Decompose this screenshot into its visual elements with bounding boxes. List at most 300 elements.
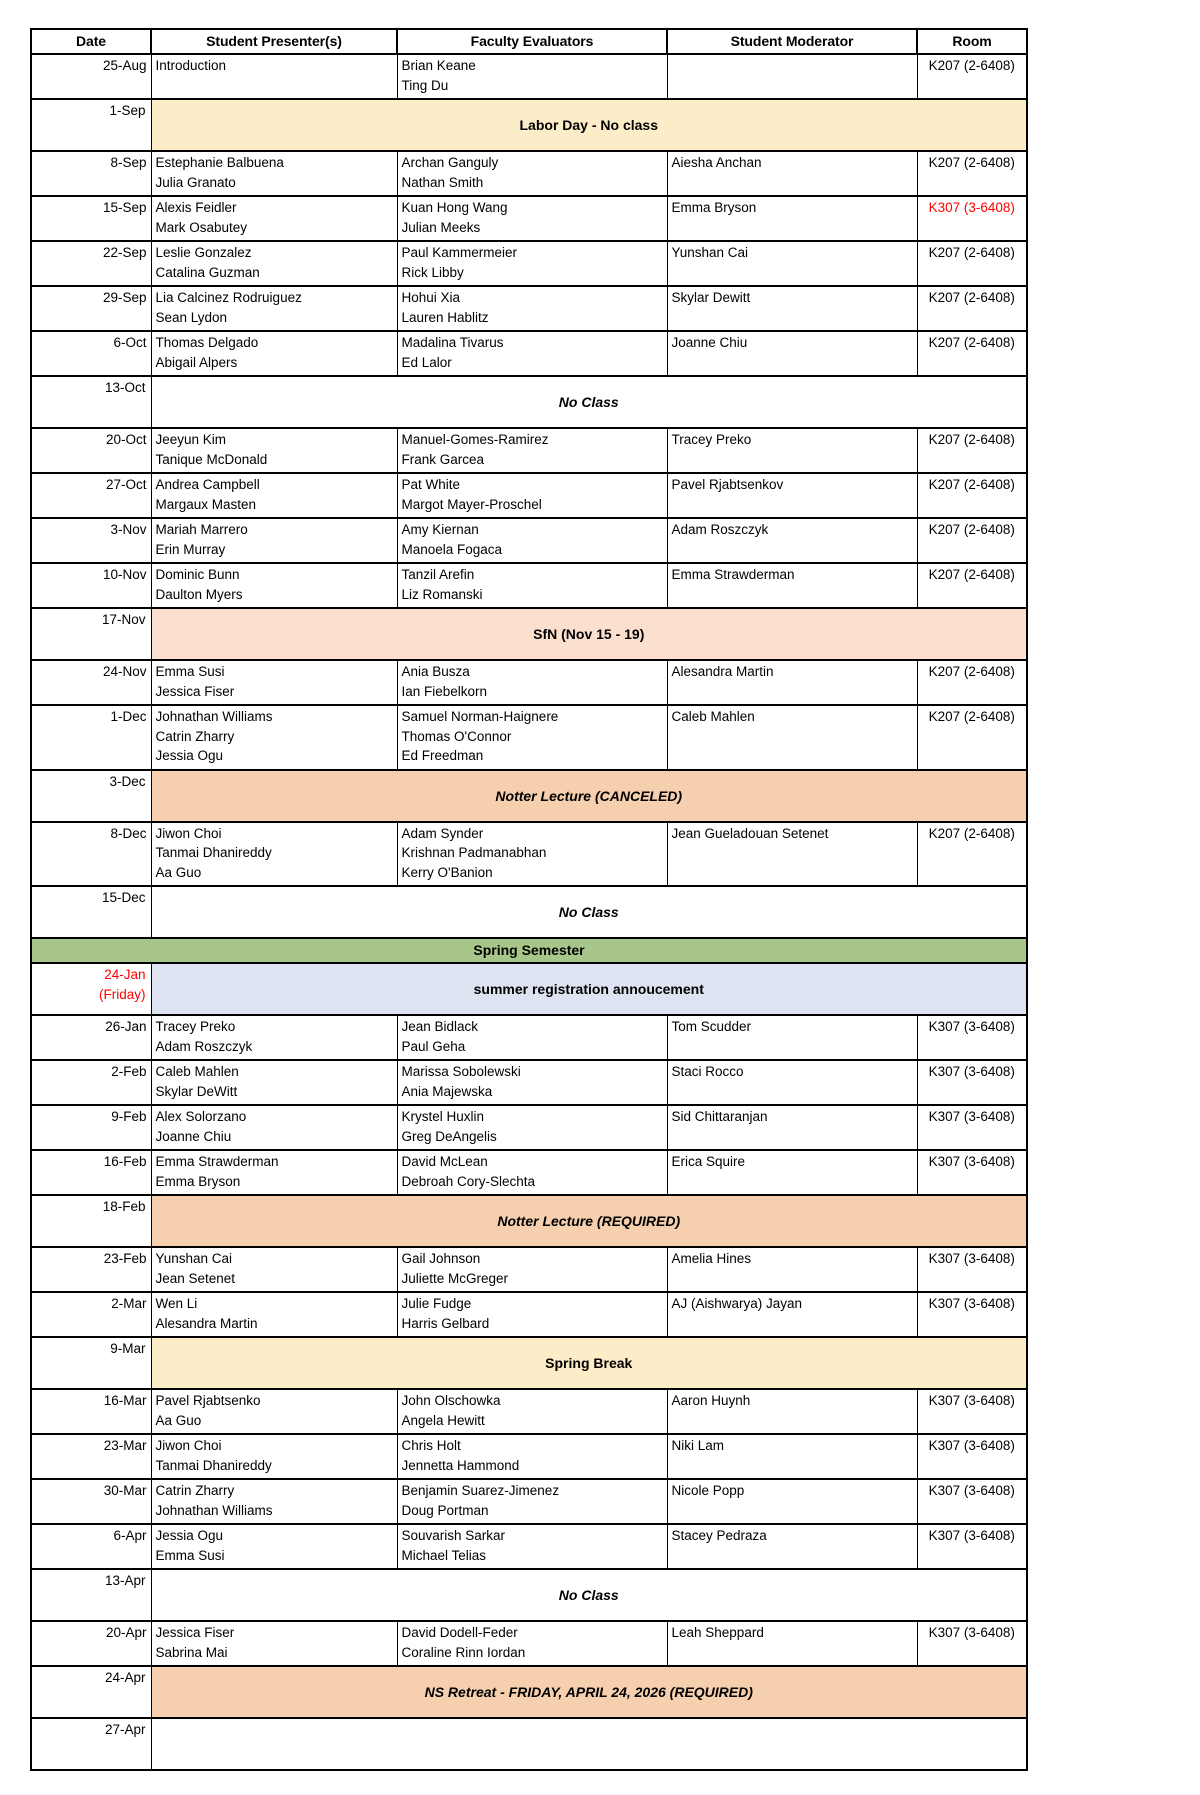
- faculty-name: Manoela Fogaca: [401, 541, 503, 557]
- moderator-name: Yunshan Cai: [671, 245, 749, 260]
- faculty-cell: [397, 1389, 667, 1434]
- faculty-cell: [397, 196, 667, 241]
- faculty-name: Jennetta Hammond: [401, 1457, 520, 1473]
- faculty-name: Coraline Rinn Iordan: [401, 1644, 526, 1660]
- room-value: K207 (2-6408): [928, 290, 1015, 305]
- table-row: [31, 1150, 1027, 1195]
- presenter-name: Catalina Guzman: [155, 264, 260, 280]
- date-cell: [31, 770, 151, 822]
- presenters-cell: [151, 286, 397, 331]
- faculty-name: Tanzil Arefin: [401, 567, 475, 582]
- faculty-name: Michael Telias: [401, 1547, 487, 1563]
- faculty-cell: [397, 660, 667, 705]
- date-line: 2-Mar: [111, 1296, 147, 1311]
- room-value: K207 (2-6408): [928, 709, 1015, 724]
- date-line: 15-Dec: [101, 890, 146, 905]
- date-line: 23-Feb: [103, 1251, 147, 1266]
- special-event-label: No Class: [151, 376, 1027, 428]
- date-cell: [31, 331, 151, 376]
- special-event-label: NS Retreat - FRIDAY, APRIL 24, 2026 (REQUIRED): [151, 1666, 1027, 1718]
- date-line: 17-Nov: [101, 612, 146, 627]
- faculty-cell: [397, 286, 667, 331]
- moderator-cell: [667, 705, 917, 770]
- table-row: [31, 1479, 1027, 1524]
- faculty-name: Julian Meeks: [401, 219, 481, 235]
- presenter-name: Wen Li: [155, 1296, 198, 1311]
- table-row: [31, 660, 1027, 705]
- moderator-name: Erica Squire: [671, 1154, 746, 1169]
- room-cell: [917, 1479, 1027, 1524]
- presenter-name: Caleb Mahlen: [155, 1064, 239, 1079]
- moderator-cell: [667, 1247, 917, 1292]
- faculty-name: Brian Keane: [401, 58, 476, 73]
- room-cell: [917, 1150, 1027, 1195]
- special-event-row: [31, 1718, 1027, 1770]
- date-line: 20-Apr: [105, 1625, 147, 1640]
- table-row: [31, 1389, 1027, 1434]
- moderator-cell: [667, 331, 917, 376]
- presenters-cell: [151, 331, 397, 376]
- date-line: 29-Sep: [102, 290, 147, 305]
- moderator-cell: [667, 563, 917, 608]
- faculty-name: Ed Freedman: [401, 748, 484, 763]
- date-cell: [31, 196, 151, 241]
- special-event-label: [151, 1718, 1027, 1770]
- date-cell: [31, 1015, 151, 1060]
- presenter-name: Johnathan Williams: [155, 709, 273, 724]
- room-value: K307 (3-6408): [928, 1154, 1015, 1169]
- faculty-name: Ed Lalor: [401, 354, 452, 370]
- room-value: K207 (2-6408): [928, 664, 1015, 679]
- faculty-name: Kerry O'Banion: [401, 864, 493, 880]
- presenter-name: Joanne Chiu: [155, 1128, 232, 1144]
- date-cell: [31, 822, 151, 887]
- room-value: K207 (2-6408): [928, 567, 1015, 582]
- room-cell: [917, 473, 1027, 518]
- moderator-cell: [667, 241, 917, 286]
- column-header-student-moderator: Student Moderator: [667, 29, 917, 54]
- table-row: [31, 196, 1027, 241]
- faculty-name: David Dodell-Feder: [401, 1625, 518, 1640]
- room-value: K307 (3-6408): [928, 1438, 1015, 1453]
- date-cell: [31, 1434, 151, 1479]
- room-value: K307 (3-6408): [928, 1109, 1015, 1124]
- faculty-cell: [397, 473, 667, 518]
- faculty-name: Angela Hewitt: [401, 1412, 485, 1428]
- table-row: [31, 428, 1027, 473]
- table-row: [31, 241, 1027, 286]
- date-line: 6-Oct: [113, 335, 147, 350]
- presenters-cell: [151, 473, 397, 518]
- table-row: [31, 822, 1027, 887]
- room-cell: [917, 1105, 1027, 1150]
- presenter-name: Thomas Delgado: [155, 335, 259, 350]
- presenters-cell: [151, 518, 397, 563]
- faculty-cell: [397, 705, 667, 770]
- presenter-name: Mariah Marrero: [155, 522, 248, 537]
- date-cell: [31, 1524, 151, 1569]
- faculty-cell: [397, 1015, 667, 1060]
- table-row: [31, 286, 1027, 331]
- faculty-cell: [397, 518, 667, 563]
- faculty-name: Marissa Sobolewski: [401, 1064, 521, 1079]
- room-cell: [917, 1434, 1027, 1479]
- moderator-cell: [667, 1434, 917, 1479]
- moderator-cell: [667, 1479, 917, 1524]
- presenters-cell: [151, 1434, 397, 1479]
- date-line: 9-Feb: [111, 1109, 147, 1124]
- date-line: 26-Jan: [105, 1019, 147, 1034]
- faculty-name: Jean Bidlack: [401, 1019, 479, 1034]
- date-cell: [31, 376, 151, 428]
- presenter-name: Jeeyun Kim: [155, 432, 227, 447]
- special-event-label: Spring Break: [151, 1337, 1027, 1389]
- presenter-name: Catrin Zharry: [155, 1483, 235, 1498]
- moderator-cell: [667, 196, 917, 241]
- table-row: [31, 151, 1027, 196]
- presenter-name: Julia Granato: [155, 174, 236, 190]
- moderator-cell: [667, 1015, 917, 1060]
- faculty-name: Kuan Hong Wang: [401, 200, 508, 215]
- room-cell: [917, 1015, 1027, 1060]
- moderator-cell: [667, 1621, 917, 1666]
- presenter-name: Tanique McDonald: [155, 451, 268, 467]
- table-row: [31, 473, 1027, 518]
- faculty-name: Madalina Tivarus: [401, 335, 504, 350]
- presenters-cell: [151, 1247, 397, 1292]
- faculty-name: Liz Romanski: [401, 586, 483, 602]
- moderator-name: Staci Rocco: [671, 1064, 744, 1079]
- date-line: 22-Sep: [102, 245, 147, 260]
- presenters-cell: [151, 1389, 397, 1434]
- date-cell: [31, 473, 151, 518]
- date-line: 25-Aug: [102, 58, 147, 73]
- faculty-name: Ian Fiebelkorn: [401, 683, 488, 699]
- room-value: K207 (2-6408): [928, 522, 1015, 537]
- moderator-cell: [667, 428, 917, 473]
- date-line: 20-Oct: [105, 432, 147, 447]
- special-event-label: No Class: [151, 1569, 1027, 1621]
- room-cell: [917, 518, 1027, 563]
- presenter-name: Emma Susi: [155, 664, 225, 679]
- faculty-name: Lauren Hablitz: [401, 309, 489, 325]
- moderator-cell: [667, 286, 917, 331]
- table-row: [31, 1292, 1027, 1337]
- date-cell: [31, 1247, 151, 1292]
- presenter-name: Johnathan Williams: [155, 1502, 273, 1518]
- date-line: 9-Mar: [110, 1341, 146, 1356]
- special-event-label: SfN (Nov 15 - 19): [151, 608, 1027, 660]
- presenter-name: Tanmai Dhanireddy: [155, 1457, 272, 1473]
- moderator-name: AJ (Aishwarya) Jayan: [671, 1296, 803, 1311]
- presenter-name: Jessia Ogu: [155, 1528, 224, 1543]
- semester-banner-label: Spring Semester: [31, 938, 1027, 963]
- faculty-cell: [397, 1247, 667, 1292]
- presenter-name: Emma Bryson: [155, 1173, 241, 1189]
- date-cell: [31, 608, 151, 660]
- special-event-row: [31, 963, 1027, 1015]
- presenter-name: Lia Calcinez Rodruiguez: [155, 290, 302, 305]
- date-cell: [31, 705, 151, 770]
- date-cell: [31, 428, 151, 473]
- faculty-name: Pat White: [401, 477, 461, 492]
- room-value: K307 (3-6408): [928, 1296, 1015, 1311]
- moderator-name: Stacey Pedraza: [671, 1528, 767, 1543]
- date-cell: [31, 241, 151, 286]
- faculty-name: Archan Ganguly: [401, 155, 499, 170]
- presenter-name: Dominic Bunn: [155, 567, 240, 582]
- moderator-name: Emma Strawderman: [671, 567, 795, 582]
- faculty-cell: [397, 822, 667, 887]
- room-value: K207 (2-6408): [928, 825, 1015, 841]
- faculty-cell: [397, 1479, 667, 1524]
- faculty-name: Benjamin Suarez-Jimenez: [401, 1483, 560, 1498]
- faculty-name: Nathan Smith: [401, 174, 484, 190]
- moderator-name: Joanne Chiu: [671, 335, 748, 350]
- room-cell: [917, 331, 1027, 376]
- room-value: K307 (3-6408): [928, 1528, 1015, 1543]
- moderator-cell: [667, 1292, 917, 1337]
- date-line: 3-Dec: [109, 773, 146, 789]
- presenter-name: Sabrina Mai: [155, 1644, 228, 1660]
- table-row: [31, 54, 1027, 99]
- date-cell: [31, 1195, 151, 1247]
- moderator-name: Pavel Rjabtsenkov: [671, 477, 784, 492]
- faculty-name: Juliette McGreger: [401, 1270, 509, 1286]
- room-cell: [917, 705, 1027, 770]
- date-cell: [31, 963, 151, 1015]
- presenter-name: Pavel Rjabtsenko: [155, 1393, 261, 1408]
- room-cell: [917, 1247, 1027, 1292]
- faculty-name: John Olschowka: [401, 1393, 501, 1408]
- presenters-cell: [151, 1621, 397, 1666]
- column-header-faculty-evaluators: Faculty Evaluators: [397, 29, 667, 54]
- room-cell: [917, 241, 1027, 286]
- date-cell: [31, 151, 151, 196]
- moderator-cell: [667, 1105, 917, 1150]
- date-cell: [31, 660, 151, 705]
- faculty-name: Hohui Xia: [401, 290, 461, 305]
- date-cell: [31, 1060, 151, 1105]
- presenter-name: Catrin Zharry: [155, 728, 235, 744]
- faculty-cell: [397, 1150, 667, 1195]
- room-cell: [917, 1621, 1027, 1666]
- presenter-name: Alesandra Martin: [155, 1315, 258, 1331]
- table-row: [31, 1105, 1027, 1150]
- faculty-name: Frank Garcea: [401, 451, 485, 467]
- special-event-row: [31, 99, 1027, 151]
- date-line: 24-Apr: [104, 1670, 146, 1685]
- date-line: (Friday): [99, 986, 146, 1002]
- special-event-row: [31, 1666, 1027, 1718]
- column-header-room: Room: [917, 29, 1027, 54]
- room-value: K307 (3-6408): [928, 1019, 1015, 1034]
- date-line: 30-Mar: [103, 1483, 147, 1498]
- room-value: K307 (3-6408): [928, 1483, 1015, 1498]
- moderator-name: Sid Chittaranjan: [671, 1109, 768, 1124]
- faculty-name: Julie Fudge: [401, 1296, 472, 1311]
- date-line: 8-Sep: [110, 155, 147, 170]
- faculty-cell: [397, 54, 667, 99]
- moderator-cell: [667, 660, 917, 705]
- presenter-name: Jiwon Choi: [155, 1438, 222, 1453]
- room-cell: [917, 660, 1027, 705]
- date-line: 16-Feb: [103, 1154, 147, 1169]
- faculty-name: Ania Busza: [401, 664, 470, 679]
- date-line: 27-Apr: [104, 1722, 146, 1737]
- table-header: [31, 29, 1027, 54]
- date-line: 15-Sep: [102, 200, 147, 215]
- faculty-name: Ting Du: [401, 77, 449, 93]
- date-line: 24-Jan: [104, 967, 146, 982]
- special-event-label: Labor Day - No class: [151, 99, 1027, 151]
- presenters-cell: [151, 1292, 397, 1337]
- moderator-name: Tom Scudder: [671, 1019, 752, 1034]
- presenter-name: Jessica Fiser: [155, 683, 235, 699]
- room-cell: [917, 428, 1027, 473]
- presenter-name: Jean Setenet: [155, 1270, 236, 1286]
- special-event-row: [31, 886, 1027, 938]
- faculty-cell: [397, 428, 667, 473]
- presenter-name: Erin Murray: [155, 541, 226, 557]
- faculty-name: Paul Kammermeier: [401, 245, 518, 260]
- faculty-name: Krishnan Padmanabhan: [401, 845, 547, 860]
- faculty-cell: [397, 1434, 667, 1479]
- special-event-row: [31, 376, 1027, 428]
- presenters-cell: [151, 1105, 397, 1150]
- date-line: 10-Nov: [102, 567, 147, 582]
- special-event-label: summer registration annoucement: [151, 963, 1027, 1015]
- moderator-name: Adam Roszczyk: [671, 522, 769, 537]
- moderator-name: Tracey Preko: [671, 432, 752, 447]
- presenters-cell: [151, 196, 397, 241]
- table-row: [31, 1060, 1027, 1105]
- faculty-cell: [397, 563, 667, 608]
- special-event-row: [31, 608, 1027, 660]
- date-cell: [31, 1666, 151, 1718]
- special-event-row: [31, 1569, 1027, 1621]
- presenters-cell: [151, 428, 397, 473]
- special-event-row: [31, 770, 1027, 822]
- special-event-label: Notter Lecture (REQUIRED): [151, 1195, 1027, 1247]
- moderator-name: Aiesha Anchan: [671, 155, 762, 170]
- room-value: K307 (3-6408): [928, 1064, 1015, 1079]
- date-line: 8-Dec: [110, 825, 147, 841]
- faculty-name: Margot Mayer-Proschel: [401, 496, 542, 512]
- moderator-cell: [667, 473, 917, 518]
- faculty-name: Harris Gelbard: [401, 1315, 490, 1331]
- presenters-cell: [151, 1015, 397, 1060]
- special-event-row: [31, 1337, 1027, 1389]
- date-line: 18-Feb: [102, 1199, 146, 1214]
- semester-banner-row: [31, 938, 1027, 963]
- presenters-cell: [151, 1524, 397, 1569]
- moderator-cell: [667, 151, 917, 196]
- presenters-cell: [151, 563, 397, 608]
- moderator-cell: [667, 54, 917, 99]
- room-value: K307 (3-6408): [928, 1625, 1015, 1640]
- room-value: K307 (3-6408): [928, 200, 1015, 215]
- room-cell: [917, 822, 1027, 887]
- moderator-name: Leah Sheppard: [671, 1625, 764, 1640]
- faculty-name: Samuel Norman-Haignere: [401, 709, 559, 724]
- presenter-name: Alexis Feidler: [155, 200, 237, 215]
- room-cell: [917, 1292, 1027, 1337]
- date-cell: [31, 1337, 151, 1389]
- date-line: 13-Oct: [104, 380, 146, 395]
- presenters-cell: [151, 54, 397, 99]
- seminar-schedule-table: [30, 28, 1028, 1771]
- date-cell: [31, 518, 151, 563]
- presenters-cell: [151, 1060, 397, 1105]
- date-line: 24-Nov: [102, 664, 147, 679]
- date-cell: [31, 54, 151, 99]
- date-cell: [31, 1621, 151, 1666]
- moderator-name: Skylar Dewitt: [671, 290, 751, 305]
- faculty-cell: [397, 1105, 667, 1150]
- moderator-name: Emma Bryson: [671, 200, 757, 215]
- special-event-label: Notter Lecture (CANCELED): [151, 770, 1027, 822]
- faculty-cell: [397, 241, 667, 286]
- faculty-name: Manuel-Gomes-Ramirez: [401, 432, 549, 447]
- room-cell: [917, 54, 1027, 99]
- faculty-name: Ania Majewska: [401, 1083, 493, 1099]
- presenters-cell: [151, 660, 397, 705]
- moderator-cell: [667, 1524, 917, 1569]
- table-row: [31, 1015, 1027, 1060]
- date-line: 1-Sep: [109, 103, 146, 118]
- faculty-name: Thomas O'Connor: [401, 728, 512, 744]
- table-row: [31, 563, 1027, 608]
- faculty-name: Gail Johnson: [401, 1251, 481, 1266]
- moderator-cell: [667, 1389, 917, 1434]
- faculty-name: David McLean: [401, 1154, 488, 1169]
- presenter-name: Aa Guo: [155, 1412, 202, 1428]
- presenters-cell: [151, 822, 397, 887]
- date-cell: [31, 1150, 151, 1195]
- faculty-name: Rick Libby: [401, 264, 464, 280]
- presenter-name: Introduction: [155, 58, 227, 73]
- moderator-name: Caleb Mahlen: [671, 709, 755, 724]
- date-cell: [31, 1569, 151, 1621]
- presenter-name: Jessia Ogu: [155, 748, 224, 763]
- date-cell: [31, 99, 151, 151]
- faculty-cell: [397, 1524, 667, 1569]
- faculty-name: Amy Kiernan: [401, 522, 479, 537]
- table-row: [31, 518, 1027, 563]
- presenter-name: Tanmai Dhanireddy: [155, 845, 272, 860]
- date-line: 3-Nov: [110, 522, 147, 537]
- date-cell: [31, 1292, 151, 1337]
- presenter-name: Jessica Fiser: [155, 1625, 235, 1640]
- faculty-name: Krystel Huxlin: [401, 1109, 485, 1124]
- presenter-name: Yunshan Cai: [155, 1251, 233, 1266]
- moderator-name: Niki Lam: [671, 1438, 725, 1453]
- date-line: 1-Dec: [110, 709, 147, 724]
- column-header-student-presenters: Student Presenter(s): [151, 29, 397, 54]
- faculty-name: Debroah Cory-Slechta: [401, 1173, 536, 1189]
- faculty-cell: [397, 151, 667, 196]
- header-row: [31, 29, 1027, 54]
- room-cell: [917, 1389, 1027, 1434]
- special-event-row: [31, 1195, 1027, 1247]
- presenter-name: Sean Lydon: [155, 309, 228, 325]
- date-line: 6-Apr: [113, 1528, 147, 1543]
- faculty-cell: [397, 1292, 667, 1337]
- room-value: K207 (2-6408): [928, 245, 1015, 260]
- moderator-cell: [667, 518, 917, 563]
- presenters-cell: [151, 241, 397, 286]
